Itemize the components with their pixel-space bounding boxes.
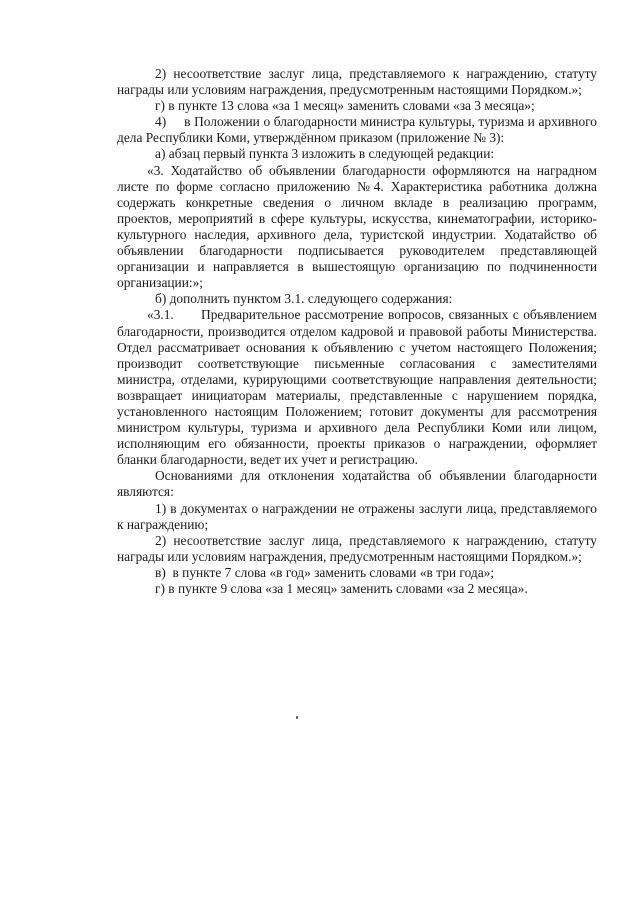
paragraph-quote-3-1: «3.1. Предварительное рассмотрение вопросов, связанных с объявлением благодарности, производится отделом кадровой и правовой работы Министерства. Отдел рассматривает основания к объявлению с учетом настоящего Положения; производит соответствующие письменные согласования с заместителями министра, отделами, курирующими соответствующие направления деятельности; возвращает инициаторам материалы, представленные с нарушением порядка, установленного настоящим Положением; готовит документы для рассмотрения министром культуры, туризма и архивного дела Республики Коми или лицом, исполняющим его обязанности, проекты приказов о награждении, оформляет бланки благодарности, ведет их учет и регистрацию.: [117, 307, 601, 468]
paragraph-b-point-3-1: б) дополнить пунктом 3.1. следующего содержания:: [155, 291, 453, 307]
paragraph-a-point-3: а) абзац первый пункта 3 изложить в следующей редакции:: [155, 146, 495, 162]
paragraph-g-point-13: г) в пункте 13 слова «за 1 месяц» заменить словами «за 3 месяца»;: [155, 98, 535, 114]
scan-speck: [296, 716, 298, 719]
paragraph-reason-2: 2) несоответствие заслуг лица, представляемого к награждению, статуту награды или условиям награждения, предусмотренным настоящими Порядком.»;: [117, 532, 597, 564]
paragraph-g-point-9: г) в пункте 9 слова «за 1 месяц» заменить словами «за 2 месяца».: [155, 581, 528, 596]
paragraph-v-point-7: в) в пункте 7 слова «в год» заменить словами «в три года»;: [155, 564, 495, 580]
paragraph-grounds-rejection: Основаниями для отклонения ходатайства об объявлении благодарности являются:: [117, 468, 597, 500]
document-body: [117, 66, 601, 597]
paragraph-reason-1: 1) в документах о награждении не отражены заслуги лица, представляемого к награждению;: [117, 500, 597, 532]
paragraph-item-4-regulation: 4) в Положении о благодарности министра культуры, туризма и архивного дела Республики Коми, утверждённом приказом (приложение № 3):: [117, 114, 601, 146]
paragraph-quote-3: «3. Ходатайство об объявлении благодарности оформляются на наградном листе по форме согласно приложению №4. Характеристика работника должна содержать конкретные сведения о личном вкладе в реализацию программ, проектов, мероприятий в сфере культуры, искусства, кинематографии, историко-культурного наследия, архивного дела, туристской индустрии. Ходатайство об объявлении благодарности подписывается руководителем представляющей организации и направляется в вышестоящую организацию по подчиненности организации:»;: [117, 162, 597, 291]
paragraph-item-2-conformity: 2) несоответствие заслуг лица, представляемого к награждению, статуту награды или условиям награждения, предусмотренным настоящими Порядком.»;: [117, 66, 597, 98]
